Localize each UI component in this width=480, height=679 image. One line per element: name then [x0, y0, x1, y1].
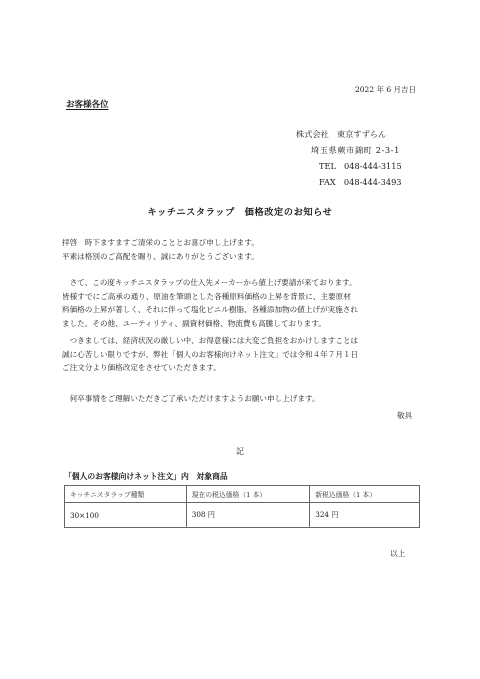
greeting-line: 拝啓 時下ますますご清栄のこととお喜び申し上げます。: [62, 238, 259, 247]
greeting-paragraph: [62, 236, 424, 263]
body-line: ました。その他、ユーティリティ、副資材価格、物流費も高騰しております。: [62, 318, 326, 328]
table-title: 「個人のお客様向けネット注文」内 対象商品: [64, 472, 228, 481]
body-line: ご注文分より価格改定をさせていただきます。: [62, 363, 221, 373]
table-header-cell: キッチニスタラップ種類: [65, 486, 187, 503]
table-cell: 308 円: [186, 503, 310, 528]
table-header-row: [65, 486, 420, 503]
sender-address: 埼玉県蕨市錦町 2-3-1: [311, 145, 400, 155]
notice-title: キッチニスタラップ 価格改定のお知らせ: [147, 207, 333, 218]
sender-block: [296, 126, 402, 190]
addressee: お客様各位: [66, 100, 109, 110]
greeting-line: 平素は格別のご高配を賜り、誠にありがとうございます。: [62, 251, 259, 261]
table-cell: 324 円: [310, 503, 420, 528]
ki-heading: 記: [236, 447, 244, 456]
body-line: さて、この度キッチニスタラップの仕入先メーカーから値上げ要請が来ております。: [62, 278, 357, 287]
body-line: 誠に心苦しい限りですが、弊社「個人のお客様向けネット注文」では令和４年７月１日: [62, 349, 359, 359]
sender-tel: TEL 048-444-3115: [319, 161, 402, 171]
sender-fax: FAX 048-444-3493: [319, 177, 402, 187]
body-paragraph-1: [62, 276, 424, 330]
body-line: 料価格の上昇が著しく、それに伴って塩化ビニル樹脂、各種添加物の値上げが実施され: [62, 305, 358, 315]
closing-paragraph: [62, 392, 424, 406]
table-header-cell: 新税込価格（1 本）: [310, 486, 420, 503]
closing-line: 何卒事情をご理解いただきご了承いただけますようお願い申し上げます。: [62, 394, 320, 403]
body-paragraph-2: [62, 334, 424, 375]
letter-date: 2022 年 6 月吉日: [355, 85, 417, 94]
table-header-cell: 現在の税込価格（1 本）: [186, 486, 310, 503]
price-table: [64, 485, 420, 528]
keigu: 敬具: [397, 411, 413, 420]
body-line: つきましては、経済状況の厳しい中、お得意様には大変ご負担をおかけしますことは: [62, 336, 359, 345]
ijou: 以上: [390, 549, 406, 558]
table-cell: 30×100: [65, 503, 187, 528]
table-row: [65, 503, 420, 528]
sender-company: 株式会社 東京すずらん: [296, 129, 387, 139]
body-line: 皆様すでにご高承の通り、原油を筆頭とした各種原料価格の上昇を背景に、主要原材: [62, 291, 351, 301]
